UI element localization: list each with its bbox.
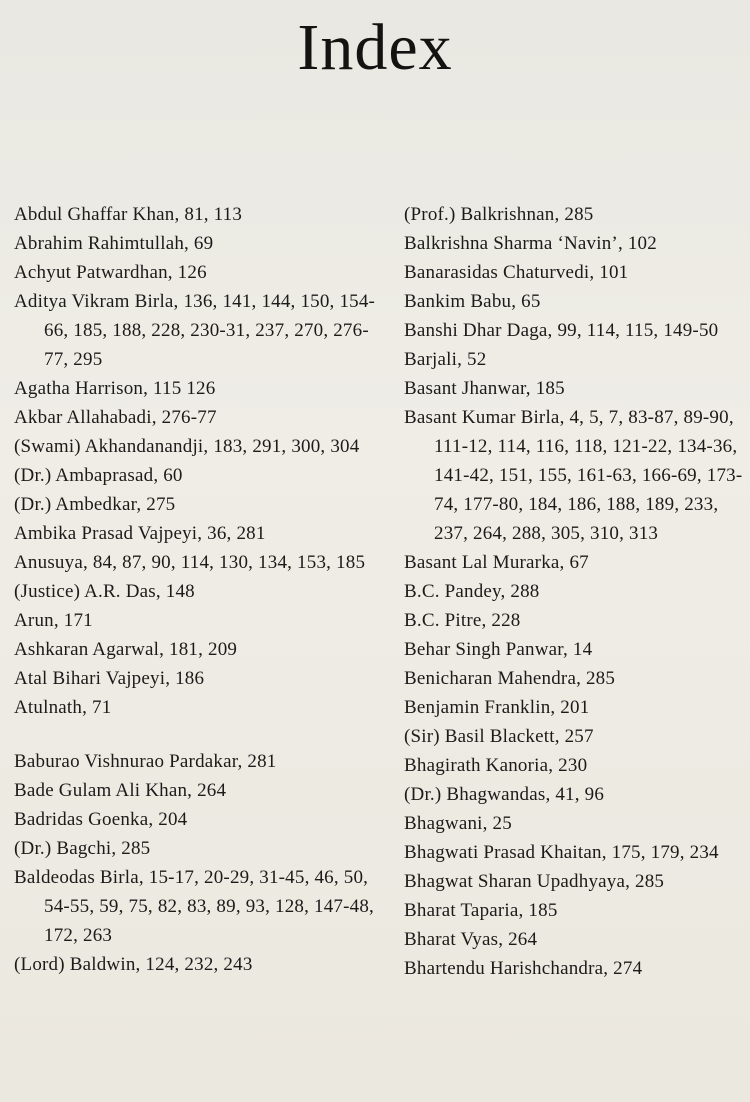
index-entry: Bankim Babu, 65 (404, 291, 541, 312)
index-entry: Bhagwani, 25 (404, 813, 512, 834)
index-entry: Balkrishna Sharma ‘Navin’, 102 (404, 233, 657, 254)
index-entry: Bharat Vyas, 264 (404, 929, 538, 950)
index-entry: (Swami) Akhandanandji, 183, 291, 300, 304 (14, 436, 360, 457)
index-entry: (Justice) A.R. Das, 148 (14, 581, 195, 602)
index-entry: Barjali, 52 (404, 349, 487, 370)
index-entry: Basant Jhanwar, 185 (404, 378, 565, 399)
index-entry: Arun, 171 (14, 610, 93, 631)
index-column-left (14, 200, 386, 979)
index-entry: B.C. Pitre, 228 (404, 610, 521, 631)
index-entry: Abdul Ghaffar Khan, 81, 113 (14, 204, 243, 225)
index-entry: (Dr.) Ambedkar, 275 (14, 494, 176, 515)
index-entry: Anusuya, 84, 87, 90, 114, 130, 134, 153, 185 (14, 552, 366, 573)
index-entry: Aditya Vikram Birla, 136, 141, 144, 150, 154-66, 185, 188, 228, 230-31, 237, 270, 276-77, 295 (14, 291, 376, 370)
index-column-right (404, 200, 748, 983)
index-entry: Achyut Patwardhan, 126 (14, 262, 207, 283)
index-entry: Agatha Harrison, 115 126 (14, 378, 216, 399)
index-entry: Basant Lal Murarka, 67 (404, 552, 589, 573)
index-entry: Bharat Taparia, 185 (404, 900, 558, 921)
index-entry: (Dr.) Ambaprasad, 60 (14, 465, 183, 486)
page-title: Index (297, 11, 453, 84)
index-entry: Bhartendu Harishchandra, 274 (404, 958, 643, 979)
index-entry: Bhagirath Kanoria, 230 (404, 755, 588, 776)
index-entry: B.C. Pandey, 288 (404, 581, 540, 602)
index-entry: Behar Singh Panwar, 14 (404, 639, 593, 660)
index-entry: Atal Bihari Vajpeyi, 186 (14, 668, 205, 689)
index-entry: (Sir) Basil Blackett, 257 (404, 726, 594, 747)
index-entry: Ambika Prasad Vajpeyi, 36, 281 (14, 523, 266, 544)
letter-group-gap (14, 722, 386, 747)
index-entry: (Dr.) Bhagwandas, 41, 96 (404, 784, 605, 805)
index-entry: Banshi Dhar Daga, 99, 114, 115, 149-50 (404, 320, 719, 341)
index-entry: Abrahim Rahimtullah, 69 (14, 233, 214, 254)
index-entry: Bhagwat Sharan Upadhyaya, 285 (404, 871, 665, 892)
index-entry: Basant Kumar Birla, 4, 5, 7, 83-87, 89-90, 111-12, 114, 116, 118, 121-22, 134-36, 141-42, 151, 155, 161-63, 166-69, 173-74, 177-80, 184, 186, 188, 189, 233, 237, 264, 288, 305, 310, 313 (404, 407, 743, 544)
index-entry: Akbar Allahabadi, 276-77 (14, 407, 217, 428)
index-entry: Bade Gulam Ali Khan, 264 (14, 780, 227, 801)
index-entry: Ashkaran Agarwal, 181, 209 (14, 639, 238, 660)
index-entry: Banarasidas Chaturvedi, 101 (404, 262, 629, 283)
index-entry: (Prof.) Balkrishnan, 285 (404, 204, 594, 225)
index-entry: Atulnath, 71 (14, 697, 112, 718)
index-entry: Benjamin Franklin, 201 (404, 697, 590, 718)
index-entry: Benicharan Mahendra, 285 (404, 668, 616, 689)
index-entry: Badridas Goenka, 204 (14, 809, 188, 830)
index-entry: (Lord) Baldwin, 124, 232, 243 (14, 954, 253, 975)
index-entry: Baburao Vishnurao Pardakar, 281 (14, 751, 277, 772)
index-entry: Baldeodas Birla, 15-17, 20-29, 31-45, 46, 50, 54-55, 59, 75, 82, 83, 89, 93, 128, 147-48, 172, 263 (14, 867, 375, 946)
index-entry: (Dr.) Bagchi, 285 (14, 838, 151, 859)
index-entry: Bhagwati Prasad Khaitan, 175, 179, 234 (404, 842, 719, 863)
